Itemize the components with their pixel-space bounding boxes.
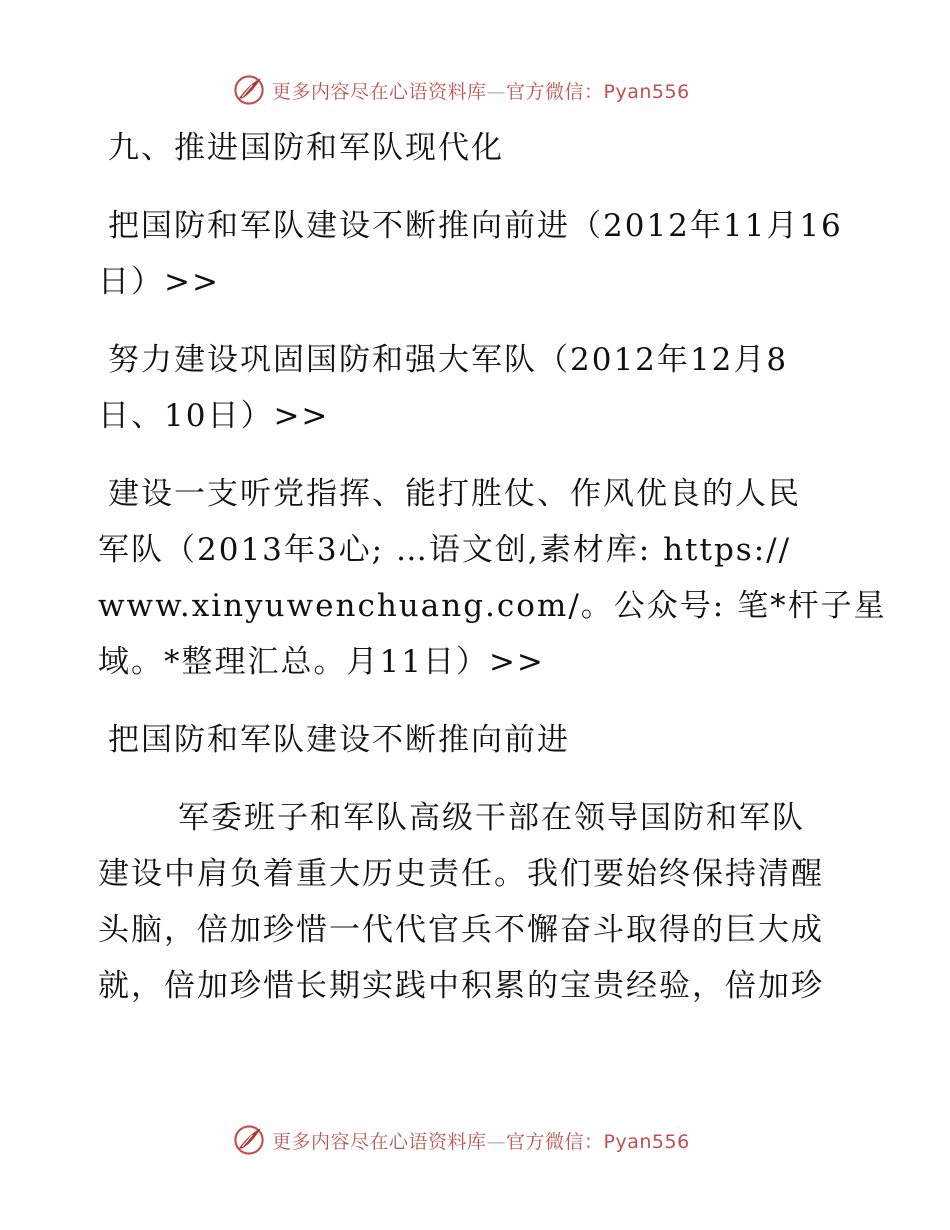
link-text-line: 域。*整理汇总。月11日）>> (98, 644, 545, 680)
link-text-line: 建设一支听党指挥、能打胜仗、作风优良的人民 (108, 476, 801, 512)
link-item[interactable] (98, 466, 887, 690)
section-title: 把国防和军队建设不断推向前进 (108, 722, 570, 758)
link-item[interactable] (98, 332, 858, 444)
watermark-text: 更多内容尽在心语资料库 (272, 80, 487, 103)
body-line: 军委班子和军队高级干部在领导国防和军队 (178, 800, 805, 836)
wechat-id: Pyan556 (603, 80, 690, 103)
link-text-line: 把国防和军队建设不断推向前进（2012年11月16 (108, 208, 843, 244)
header-watermark (232, 72, 690, 108)
body-paragraph (98, 790, 858, 1014)
watermark-dash: — (486, 80, 507, 103)
quill-logo-icon (232, 1123, 266, 1157)
document-content (98, 120, 887, 1014)
link-text-line: 日）>> (98, 264, 220, 300)
body-line: 头脑，倍加珍惜一代代官兵不懈奋斗取得的巨大成 (98, 912, 824, 948)
quill-logo-icon (232, 73, 266, 107)
chapter-heading: 九、推进国防和军队现代化 (108, 130, 504, 166)
link-text-line: www.xinyuwenchuang.com/。公众号: 笔*杆子星 (98, 588, 887, 624)
wechat-id: Pyan556 (603, 1130, 690, 1153)
wechat-label: 官方微信： (506, 80, 604, 103)
link-text-line: 努力建设巩固国防和强大军队（2012年12月8 (108, 342, 789, 378)
link-text-line: 军队（2013年3心; …语文创,素材库: https:// (98, 532, 792, 568)
body-line: 就，倍加珍惜长期实践中积累的宝贵经验，倍加珍 (98, 968, 824, 1004)
footer-watermark (232, 1122, 690, 1158)
link-text-line: 日、10日）>> (98, 398, 330, 434)
watermark-dash: — (486, 1130, 507, 1153)
wechat-label: 官方微信： (506, 1130, 604, 1153)
watermark-text: 更多内容尽在心语资料库 (272, 1130, 487, 1153)
body-line: 建设中肩负着重大历史责任。我们要始终保持清醒 (98, 856, 824, 892)
link-item[interactable] (98, 198, 858, 310)
